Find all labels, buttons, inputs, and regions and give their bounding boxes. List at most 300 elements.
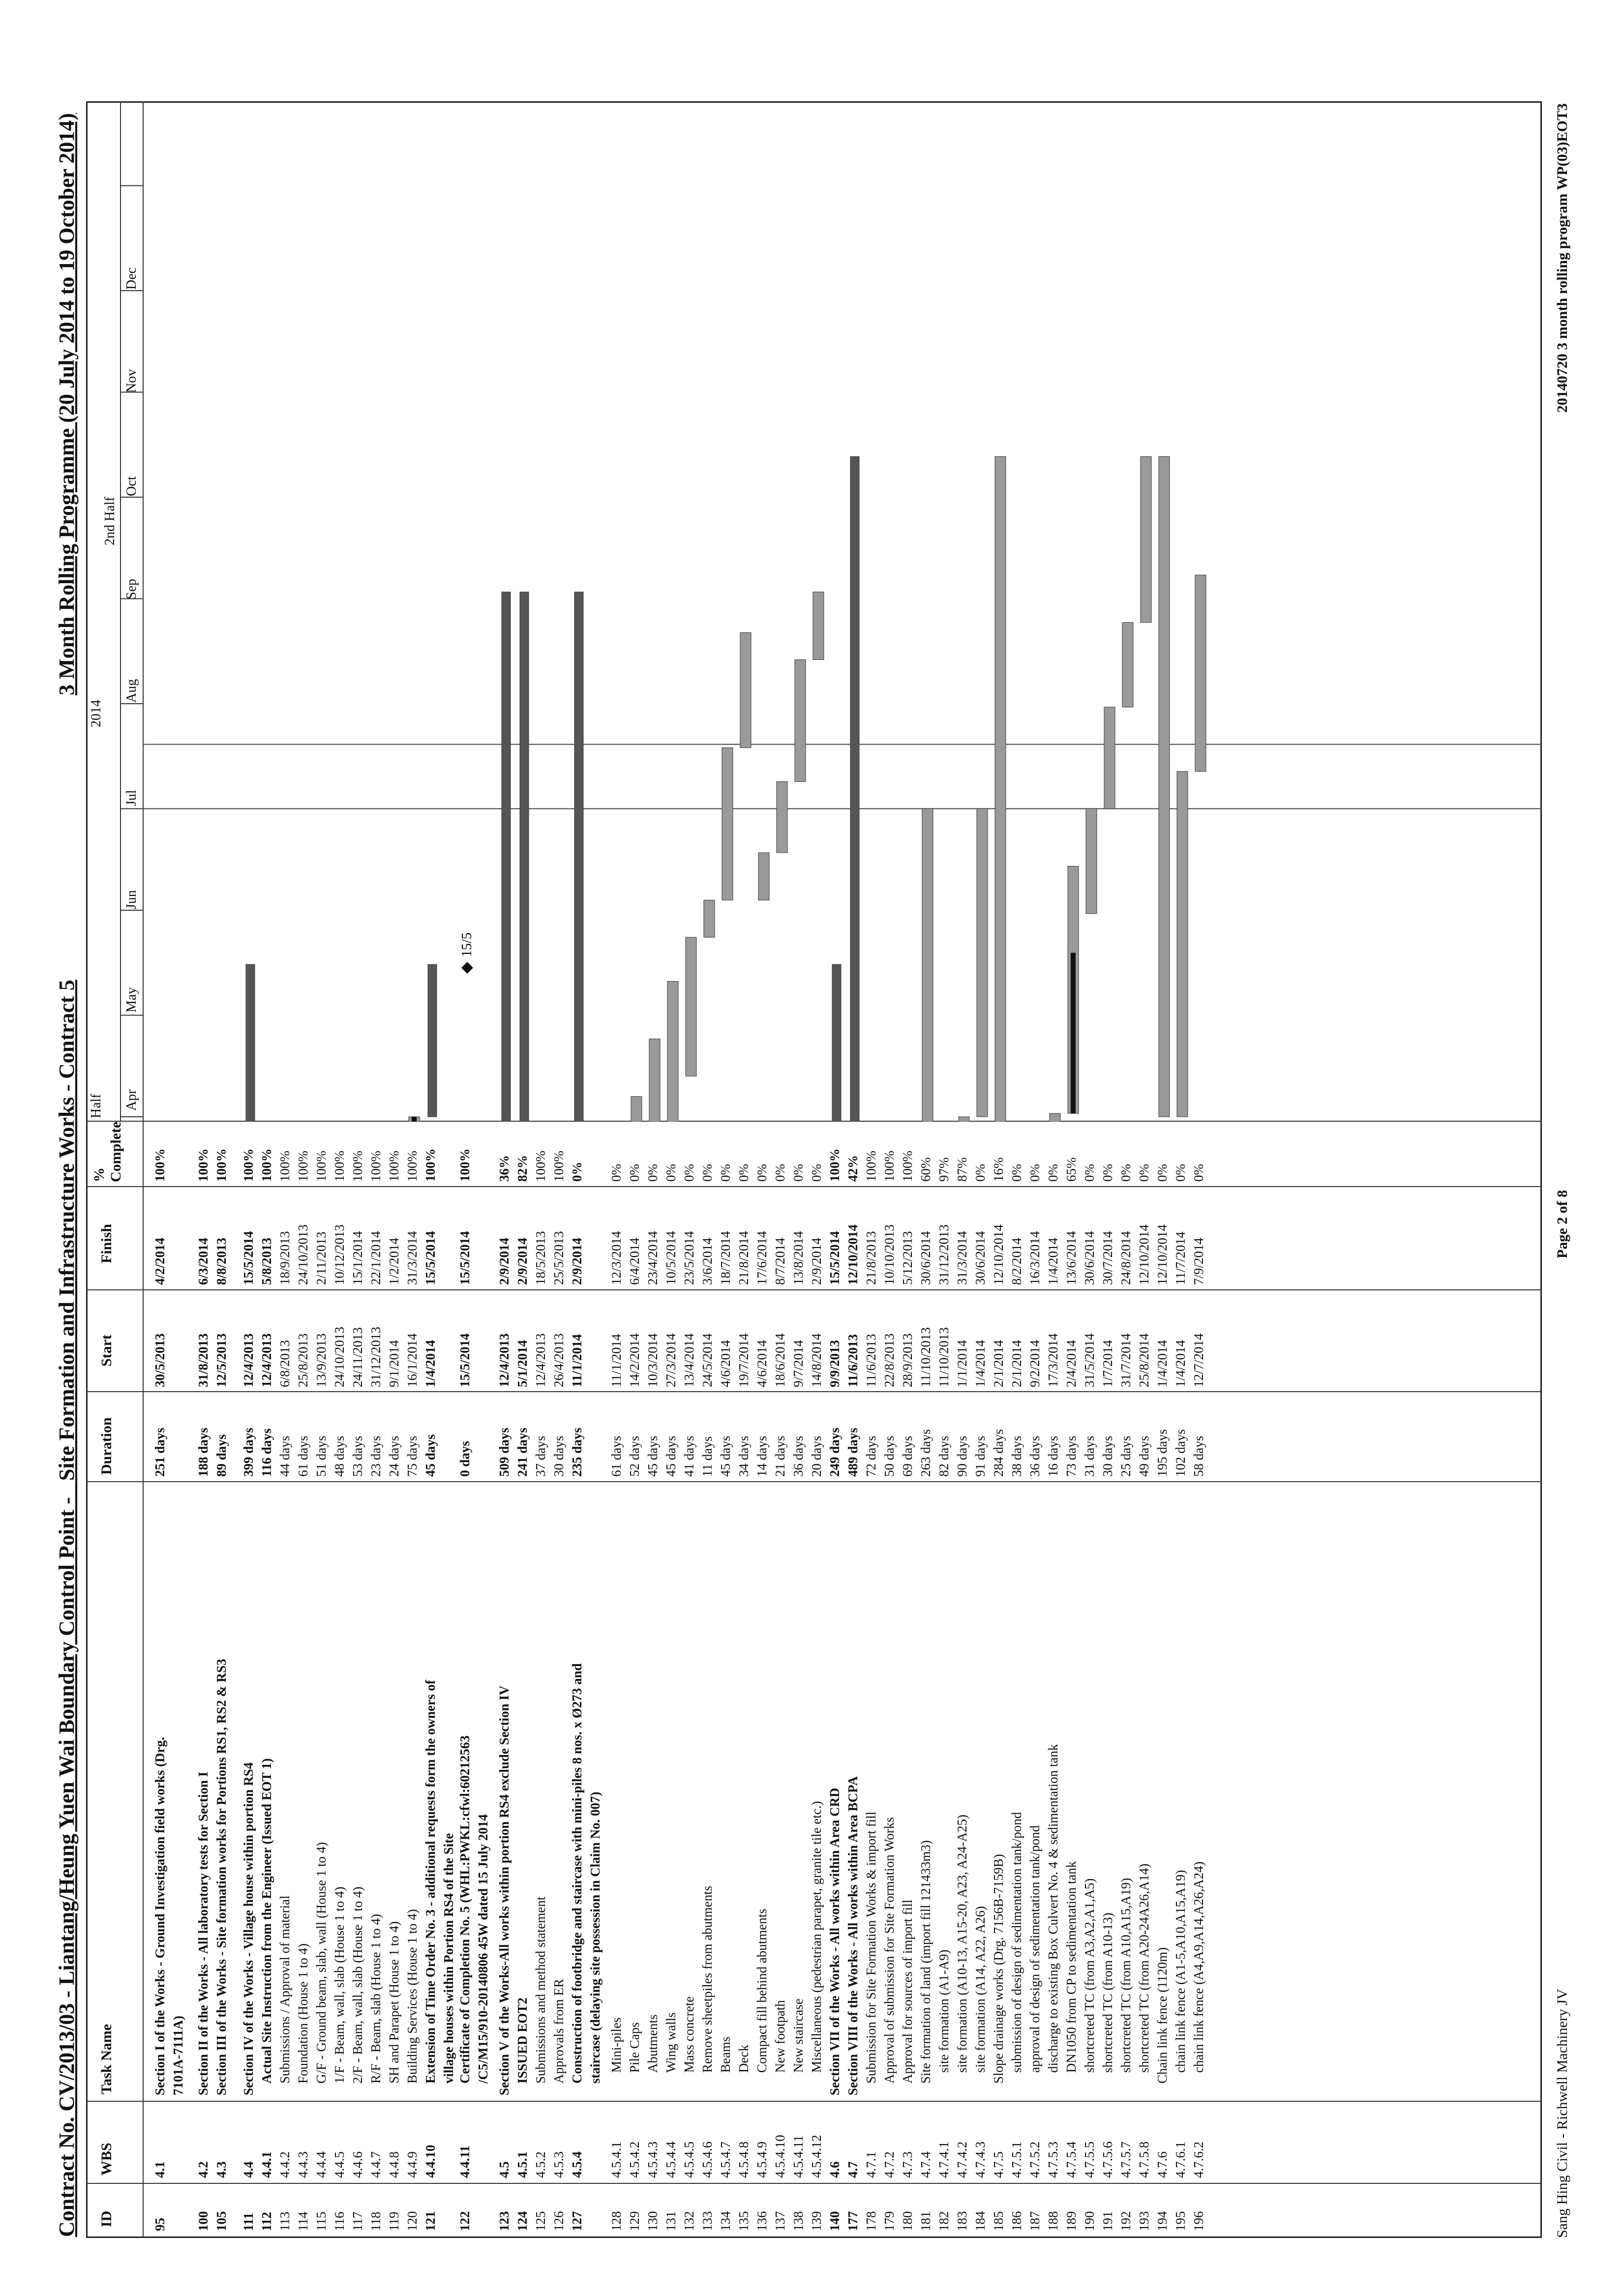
table-row [551, 1122, 567, 2238]
row-complete: 100% [152, 1148, 167, 1182]
table-row [1082, 1122, 1097, 2238]
row-duration: 37 days [533, 1435, 548, 1477]
row-duration: 41 days [682, 1435, 696, 1477]
row-start: 13/4/2014 [682, 1333, 696, 1387]
row-complete: 100% [457, 1148, 472, 1182]
row-finish: 8/2/2014 [1009, 1237, 1024, 1285]
row-id: 122 [457, 2211, 472, 2231]
row-duration: 30 days [551, 1435, 566, 1477]
table-row [214, 1122, 229, 2238]
row-start: 12/4/2013 [241, 1333, 256, 1387]
row-task-name: Pile Caps [627, 2022, 642, 2073]
row-complete: 0% [1100, 1164, 1115, 1182]
row-id: 196 [1191, 2211, 1206, 2231]
row-task-name: Beams [718, 2036, 733, 2073]
row-task-name: Section I of the Works - Ground Investigation field works (Drg. [152, 1737, 167, 2095]
task-bar [722, 748, 733, 900]
row-id: 118 [368, 2211, 383, 2231]
row-id: 120 [405, 2211, 420, 2231]
table-row [718, 1122, 733, 2238]
row-finish: 6/3/2014 [196, 1237, 211, 1285]
row-task-name: Miscellaneous (pedestrian parapet, granite tile etc.) [809, 1801, 824, 2073]
table-row [314, 1122, 329, 2238]
row-duration: 102 days [1173, 1429, 1188, 1477]
row-id: 124 [515, 2211, 530, 2231]
row-task-name: Section IV of the Works - Village house within portion RS4 [241, 1762, 256, 2095]
table-row [827, 1122, 842, 2238]
row-task-name: shortcreted TC (from A20-24A26,A14) [1137, 1863, 1151, 2073]
row-start: 14/2/2014 [627, 1333, 642, 1387]
row-task-name: Section V of the Works-All works within portion RS4 exclude Section IV [497, 1685, 511, 2095]
row-complete: 0% [754, 1164, 769, 1182]
row-task-name: 1/F - Beam, wall, slab (House 1 to 4) [332, 1886, 347, 2084]
row-id: 115 [314, 2211, 329, 2231]
table-row [682, 1122, 697, 2238]
table-row [570, 1122, 585, 2238]
row-id: 127 [570, 2211, 584, 2231]
row-task-name: New staircase [791, 1998, 806, 2073]
table-row [405, 1122, 420, 2238]
row-task-name: Section VIII of the Works - All works within Area BCPA [845, 1776, 860, 2095]
row-duration: 45 days [645, 1435, 660, 1477]
row-start: 11/6/2013 [845, 1334, 860, 1387]
row-start: 31/5/2014 [1082, 1333, 1097, 1387]
footer-company: Sang Hing Civil - Richwell Machinery JV [1554, 1989, 1570, 2238]
row-id: 95 [152, 2218, 167, 2231]
table-row [1137, 1122, 1152, 2238]
row-complete: 100% [214, 1148, 229, 1182]
row-start: 1/4/2014 [1155, 1340, 1170, 1387]
row-task-name: Slope drainage works (Drg. 7156B-7159B) [991, 1854, 1006, 2084]
row-task-name-continued: village houses within Portion RS4 of the Site [441, 1833, 456, 2084]
row-id: 194 [1155, 2211, 1170, 2231]
row-duration: 16 days [1046, 1435, 1060, 1477]
table-row [1173, 1122, 1188, 2238]
row-complete: 0% [570, 1162, 584, 1182]
row-complete: 16% [991, 1157, 1006, 1182]
row-complete: 65% [1064, 1157, 1079, 1182]
month-dec: Dec [124, 267, 139, 290]
table-row [627, 1122, 642, 2238]
row-finish: 12/3/2014 [609, 1231, 624, 1285]
row-finish: 30/6/2014 [1082, 1231, 1097, 1285]
row-task-name: site formation (A10-13, A15-20, A23, A24-A25) [955, 1815, 969, 2073]
row-start: 31/12/2013 [368, 1326, 383, 1387]
table-row [1191, 1122, 1206, 2238]
row-task-name: submission of design of sedimentation tank/pond [1009, 1812, 1024, 2073]
row-finish: 25/5/2013 [551, 1231, 566, 1285]
row-duration: 49 days [1137, 1435, 1151, 1477]
row-wbs: 4.7.3 [900, 2151, 915, 2178]
row-complete: 0% [645, 1164, 660, 1182]
row-complete: 36% [497, 1155, 511, 1182]
row-complete: 0% [609, 1164, 624, 1182]
row-wbs: 4.5.1 [515, 2151, 530, 2178]
task-bar [813, 592, 824, 660]
row-complete: 42% [845, 1155, 860, 1182]
row-duration: 116 days [259, 1428, 274, 1477]
row-finish: 30/6/2014 [973, 1231, 988, 1285]
row-task-name: Mass concrete [682, 1996, 696, 2073]
row-start: 12/5/2013 [214, 1333, 229, 1387]
row-duration: 72 days [864, 1435, 878, 1477]
row-complete: 0% [736, 1164, 751, 1182]
row-finish: 30/6/2014 [918, 1231, 933, 1285]
row-wbs: 4.4.1 [259, 2151, 274, 2178]
row-wbs: 4.7.5.1 [1009, 2141, 1024, 2178]
table-row [1046, 1122, 1061, 2238]
row-duration: 34 days [736, 1435, 751, 1477]
row-complete: 100% [350, 1151, 365, 1182]
row-finish: 15/5/2014 [423, 1231, 438, 1285]
row-duration: 509 days [497, 1428, 511, 1477]
row-start: 24/10/2013 [332, 1326, 347, 1387]
row-duration: 399 days [241, 1428, 256, 1477]
row-task-name: ISSUED EOT2 [515, 1998, 530, 2084]
row-wbs: 4.3 [214, 2161, 229, 2178]
row-wbs: 4.1 [152, 2161, 167, 2178]
month-may: May [124, 987, 139, 1013]
row-complete: 0% [773, 1164, 787, 1182]
row-wbs: 4.7.5 [991, 2151, 1006, 2178]
row-duration: 89 days [214, 1434, 229, 1477]
row-complete: 0% [1173, 1164, 1188, 1182]
row-start: 1/4/2014 [423, 1340, 438, 1387]
row-start: 24/11/2013 [350, 1327, 365, 1387]
row-wbs: 4.5.4.2 [627, 2141, 642, 2178]
row-complete: 97% [936, 1157, 951, 1182]
row-duration: 82 days [936, 1435, 951, 1477]
row-start: 17/3/2014 [1046, 1333, 1060, 1387]
row-start: 9/1/2014 [387, 1340, 401, 1387]
row-wbs: 4.6 [827, 2161, 842, 2178]
row-wbs: 4.4.4 [314, 2151, 329, 2178]
row-complete: 100% [296, 1151, 310, 1182]
row-id: 123 [497, 2211, 511, 2231]
row-complete: 0% [809, 1164, 824, 1182]
row-finish: 15/5/2014 [457, 1231, 472, 1285]
row-task-name: Submission for Site Formation Works & import fill [864, 1811, 878, 2084]
row-finish: 31/3/2014 [955, 1231, 969, 1285]
row-id: 185 [991, 2211, 1006, 2231]
row-finish: 10/10/2013 [882, 1224, 897, 1285]
row-start: 24/5/2014 [700, 1333, 715, 1387]
row-id: 178 [864, 2211, 878, 2231]
row-duration: 251 days [152, 1428, 167, 1477]
row-id: 114 [296, 2211, 310, 2231]
row-id: 181 [918, 2211, 933, 2231]
row-complete: 87% [955, 1157, 969, 1182]
row-finish: 10/5/2014 [663, 1231, 678, 1285]
row-finish: 12/10/2014 [991, 1224, 1006, 1285]
row-finish: 1/2/2014 [387, 1237, 401, 1285]
row-start: 1/1/2014 [955, 1340, 969, 1387]
row-wbs: 4.7.5.6 [1100, 2141, 1115, 2178]
row-task-name-continued: /C5/M15/910-20140806 45W dated 15 July 2014 [476, 1814, 490, 2084]
summary-bar [520, 592, 529, 1122]
row-task-name: Deck [736, 2045, 751, 2073]
table-row [457, 1122, 473, 2238]
task-bar [922, 808, 933, 1122]
row-duration: 36 days [791, 1435, 806, 1477]
row-task-name: Section VII of the Works - All works within Area CRD [827, 1788, 842, 2095]
row-id: 112 [259, 2211, 274, 2231]
row-wbs: 4.7.2 [882, 2151, 897, 2178]
row-wbs: 4.4.11 [457, 2145, 472, 2178]
row-complete: 0% [1155, 1164, 1170, 1182]
row-id: 179 [882, 2211, 897, 2231]
table-row [423, 1122, 438, 2238]
row-task-name-continued: 7101A-7111A) [171, 2016, 185, 2095]
row-task-name: Compact fill behind abutments [754, 1908, 769, 2073]
row-id: 138 [791, 2211, 806, 2231]
row-start: 2/1/2014 [991, 1340, 1006, 1387]
milestone-diamond [461, 962, 473, 974]
row-start: 31/7/2014 [1118, 1333, 1133, 1387]
row-wbs: 4.4.7 [368, 2151, 383, 2178]
table-row [700, 1122, 715, 2238]
row-task-name: Section II of the Works - All laboratory tests for Section I [196, 1771, 211, 2095]
table-row [296, 1122, 311, 2238]
row-start: 11/1/2014 [570, 1334, 584, 1387]
table-row [1118, 1122, 1134, 2238]
row-start: 9/2/2014 [1027, 1340, 1042, 1387]
row-finish: 2/9/2014 [809, 1237, 824, 1285]
row-duration: 45 days [718, 1435, 733, 1477]
row-complete: 60% [918, 1157, 933, 1182]
row-duration: 61 days [609, 1435, 624, 1477]
row-id: 129 [627, 2211, 642, 2231]
row-duration: 263 days [918, 1429, 933, 1477]
table-row [645, 1122, 661, 2238]
task-bar [977, 808, 988, 1117]
col-header-wbs: WBS [98, 2143, 115, 2176]
row-wbs: 4.5.4.4 [663, 2141, 678, 2178]
row-complete: 100% [332, 1151, 347, 1182]
row-complete: 100% [882, 1151, 897, 1182]
row-start: 31/8/2013 [196, 1333, 211, 1387]
row-id: 187 [1027, 2211, 1042, 2231]
row-duration: 489 days [845, 1428, 860, 1477]
row-start: 16/1/2014 [405, 1333, 420, 1387]
row-start: 2/4/2014 [1064, 1340, 1079, 1387]
row-wbs: 4.4 [241, 2161, 256, 2178]
row-wbs: 4.4.3 [296, 2151, 310, 2178]
row-wbs: 4.7 [845, 2161, 860, 2178]
row-task-name: Wing walls [663, 2012, 678, 2073]
milestone-label: 15/5 [459, 932, 475, 957]
row-complete: 0% [1027, 1164, 1042, 1182]
row-id: 131 [663, 2211, 678, 2231]
row-id: 136 [754, 2211, 769, 2231]
task-bar [1122, 623, 1133, 707]
row-start: 11/10/2013 [918, 1327, 933, 1387]
row-complete: 100% [827, 1148, 842, 1182]
row-wbs: 4.5.4.9 [754, 2141, 769, 2178]
row-finish: 2/9/2014 [497, 1237, 511, 1285]
row-duration: 20 days [809, 1435, 824, 1477]
row-wbs: 4.5.4.1 [609, 2141, 624, 2178]
row-duration: 14 days [754, 1435, 769, 1477]
row-wbs: 4.5.4.12 [809, 2135, 824, 2178]
row-task-name: Approval for sources of import fill [900, 1899, 915, 2084]
table-row [1100, 1122, 1115, 2238]
row-task-name: Submissions and method statement [533, 1896, 548, 2084]
task-bar [1195, 575, 1206, 771]
row-complete: 0% [973, 1164, 988, 1182]
row-duration: 91 days [973, 1435, 988, 1477]
row-wbs: 4.7.5.2 [1027, 2141, 1042, 2178]
row-wbs: 4.4.9 [405, 2151, 420, 2178]
row-wbs: 4.4.8 [387, 2151, 401, 2178]
row-complete: 100% [277, 1151, 292, 1182]
row-duration: 11 days [700, 1436, 715, 1477]
row-start: 11/1/2014 [609, 1334, 624, 1387]
row-id: 125 [533, 2211, 548, 2231]
table-row [955, 1122, 970, 2238]
row-id: 134 [718, 2211, 733, 2231]
row-id: 126 [551, 2211, 566, 2231]
task-bar [1086, 808, 1097, 913]
task-bar [686, 937, 696, 1076]
row-task-name: Approvals from ER [551, 1979, 566, 2084]
row-duration: 30 days [1100, 1435, 1115, 1477]
table-row [845, 1122, 861, 2238]
row-finish: 23/5/2014 [682, 1231, 696, 1285]
row-finish: 10/12/2013 [332, 1224, 347, 1285]
row-finish: 6/4/2014 [627, 1237, 642, 1285]
row-id: 191 [1100, 2211, 1115, 2231]
row-duration: 24 days [387, 1435, 401, 1477]
row-complete: 100% [259, 1148, 274, 1182]
table-row [609, 1122, 624, 2238]
task-bar [1104, 707, 1115, 809]
row-id: 177 [845, 2211, 860, 2231]
summary-bar [502, 592, 511, 1122]
row-duration: 50 days [882, 1435, 897, 1477]
row-start: 12/4/2013 [533, 1333, 548, 1387]
row-complete: 0% [1118, 1164, 1133, 1182]
row-finish: 22/1/2014 [368, 1231, 383, 1285]
row-duration: 241 days [515, 1428, 530, 1477]
row-start: 12/7/2014 [1191, 1333, 1206, 1387]
task-bar [1141, 456, 1151, 622]
row-finish: 12/10/2014 [845, 1224, 860, 1285]
row-complete: 100% [387, 1151, 401, 1182]
row-wbs: 4.5.4.5 [682, 2141, 696, 2178]
row-task-name: site formation (A14, A22, A26) [973, 1906, 988, 2073]
row-id: 116 [332, 2211, 347, 2231]
row-finish: 15/5/2014 [827, 1231, 842, 1285]
row-duration: 0 days [457, 1441, 472, 1477]
row-id: 133 [700, 2211, 715, 2231]
row-duration: 38 days [1009, 1435, 1024, 1477]
row-finish: 18/9/2013 [277, 1231, 292, 1285]
table-row [936, 1122, 952, 2238]
row-start: 15/5/2014 [457, 1333, 472, 1387]
row-start: 22/8/2013 [882, 1333, 897, 1387]
table-row [368, 1122, 384, 2238]
row-complete: 82% [515, 1155, 530, 1182]
row-duration: 53 days [350, 1435, 365, 1477]
row-finish: 13/8/2014 [791, 1231, 806, 1285]
timeline-year: 2014 [89, 700, 104, 727]
row-complete: 0% [1082, 1164, 1097, 1182]
row-task-name: 2/F - Beam, wall, slab (House 1 to 4) [350, 1886, 365, 2084]
table-row [809, 1122, 824, 2238]
row-finish: 16/3/2014 [1027, 1231, 1042, 1285]
row-task-name: SH and Parapet (House 1 to 4) [387, 1921, 401, 2084]
row-id: 128 [609, 2211, 624, 2231]
row-finish: 13/6/2014 [1064, 1231, 1079, 1285]
row-finish: 15/5/2014 [241, 1231, 256, 1285]
row-wbs: 4.5.4.10 [773, 2135, 787, 2178]
row-finish: 15/1/2014 [350, 1231, 365, 1285]
row-finish: 24/10/2013 [296, 1224, 310, 1285]
row-complete: 0% [663, 1164, 678, 1182]
row-id: 180 [900, 2211, 915, 2231]
row-wbs: 4.7.1 [864, 2151, 878, 2178]
row-duration: 61 days [296, 1435, 310, 1477]
row-wbs: 4.4.6 [350, 2151, 365, 2178]
row-duration: 90 days [955, 1435, 969, 1477]
row-id: 113 [277, 2211, 292, 2231]
row-id: 182 [936, 2211, 951, 2231]
row-finish: 2/9/2014 [570, 1237, 584, 1285]
row-wbs: 4.2 [196, 2161, 211, 2178]
row-start: 28/9/2013 [900, 1333, 915, 1387]
row-finish: 2/9/2014 [515, 1237, 530, 1285]
row-task-name: Remove sheetpiles from abutments [700, 1885, 715, 2073]
row-finish: 5/8/2013 [259, 1237, 274, 1285]
row-complete: 100% [864, 1151, 878, 1182]
task-bar [740, 632, 751, 747]
table-row [882, 1122, 897, 2238]
row-task-name: Actual Site Instruction from the Engineer (Issued EOT 1) [259, 1758, 274, 2084]
summary-bar [574, 592, 583, 1122]
row-task-name: discharge to existing Box Culvert No. 4 & sedimentation tank [1046, 1744, 1060, 2073]
row-task-name: Chain link fence (1120m) [1155, 1947, 1170, 2084]
row-start: 26/4/2013 [551, 1333, 566, 1387]
month-nov: Nov [124, 369, 139, 393]
row-start: 11/10/2013 [936, 1327, 951, 1387]
page-title: Contract No. CV/2013/03 - Liantang/Heung Yuen Wai Boundary Control Point - Site Formation and Infrastructure Works - Contract 5 [55, 980, 79, 2237]
row-duration: 235 days [570, 1428, 584, 1477]
table-row [152, 1122, 168, 2238]
table-row [277, 1122, 293, 2238]
table-row [196, 1122, 211, 2238]
row-finish: 21/8/2013 [864, 1231, 878, 1285]
row-wbs: 4.5.4.8 [736, 2141, 751, 2178]
row-id: 193 [1137, 2211, 1151, 2231]
table-row [1009, 1122, 1024, 2238]
row-id: 139 [809, 2211, 824, 2231]
row-complete: 0% [682, 1164, 696, 1182]
row-wbs: 4.5.2 [533, 2151, 548, 2178]
row-wbs: 4.5 [497, 2161, 511, 2178]
table-row [991, 1122, 1006, 2238]
col-header-start: Start [98, 1335, 115, 1367]
row-task-name: Extension of Time Order No. 3 - additional requests form the owners of [423, 1680, 438, 2084]
row-start: 13/9/2013 [314, 1333, 329, 1387]
row-finish: 11/7/2014 [1173, 1231, 1188, 1285]
row-id: 105 [214, 2211, 229, 2231]
row-duration: 45 days [423, 1434, 438, 1477]
row-finish: 31/12/2013 [936, 1224, 951, 1285]
timeline-half-left: Half [89, 1094, 104, 1118]
row-duration: 51 days [314, 1435, 329, 1477]
row-start: 9/9/2013 [827, 1340, 842, 1387]
